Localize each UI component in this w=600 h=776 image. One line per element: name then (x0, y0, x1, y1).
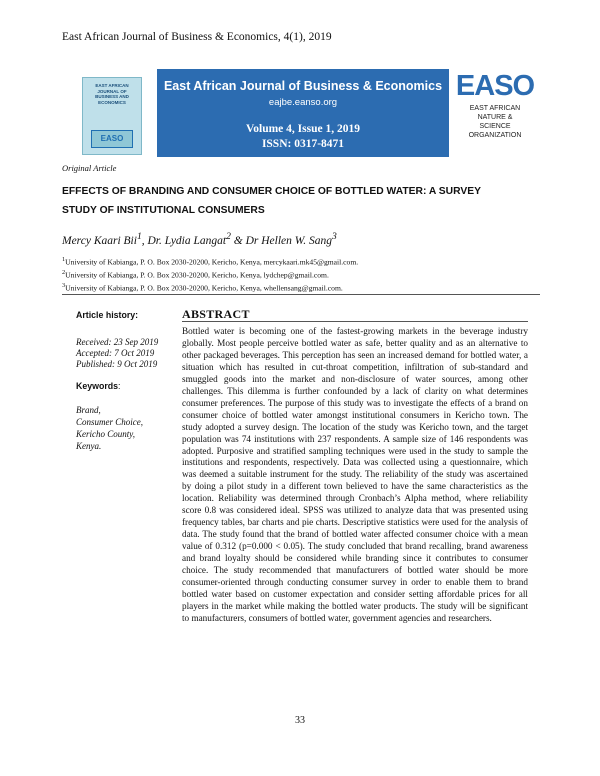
journal-cover-image (82, 77, 142, 155)
affiliation-line (62, 281, 358, 294)
journal-url[interactable]: eajbe.eanso.org (268, 97, 338, 108)
keyword: Brand, (76, 405, 101, 415)
affil-mark: 2 (62, 269, 66, 277)
title-line: EFFECTS OF BRANDING AND CONSUMER CHOICE OF BOTTLED WATER: A SURVEY (62, 186, 481, 197)
page-number: 33 (295, 715, 305, 726)
affil-mark: 3 (62, 282, 66, 290)
author-name: Mercy Kaari Bii (62, 234, 137, 247)
author-list (62, 231, 337, 247)
keywords-colon: : (118, 381, 121, 391)
affil-end: . (340, 283, 343, 293)
affiliations (62, 255, 358, 294)
cover-logo: EASO (91, 130, 133, 148)
keywords-heading (76, 381, 176, 391)
running-head: East African Journal of Business & Economics, 4(1), 2019 (62, 31, 332, 43)
author-affil-mark: 3 (332, 231, 337, 242)
abstract-divider (182, 321, 528, 322)
journal-title: East African Journal of Business & Economics (163, 79, 443, 93)
logo-line: SCIENCE (479, 123, 511, 130)
keywords-list (76, 404, 176, 452)
keyword: Kericho County, (76, 429, 135, 439)
history-heading: Article history: (76, 310, 139, 320)
history-dates (76, 337, 176, 370)
affiliation-line (62, 268, 358, 281)
author-separator: , Dr. (141, 234, 165, 247)
volume-issue: Volume 4, Issue 1, 2019 (246, 123, 360, 135)
abstract-heading: ABSTRACT (182, 307, 250, 321)
easo-logo (455, 71, 535, 140)
abstract-text: Bottled water is becoming one of the fastest-growing markets in the beverage industry globally. Most people perceive bottled water as safe, better quality and as an alternative to other packaged beverages. This perception has seen an increased demand for bottled water, a situation which has resulted in cut-throat competition, infiltration of sub-standard and smuggled goods into the market and non-disclosure of water sources, among other challenges. This dilemma is further confounded by a lack of clarity on what determines consumer preferences. The purpose of this study was to investigate the effects of a brand on consumer choice of bottled water amongst institutional consumers in Kericho town. The study adopted a survey design. The location of the study was Kericho town, and the target population was 74 institutions with 237 respondents. A sample size of 146 respondents was adopted. Purposive and stratified sampling techniques were used in the study to sample the institutions and respondents, respectively. Data was collected using a questionnaire, which was deemed a suitable instrument for the study. The reliability of the study was ascertained by doing a pilot study in a different town believed to have the same characteristics as the location. Reliability was determined through Cronbach’s Alpha method, where reliability score 0.8 was considered ideal. SPSS was utilized to analyze data that was presented using frequency tables, bar charts and pie charts. Descriptive statistics were used for the analysis of data. The study found that the brand of bottled water affected consumer choice with a mean value of 0.312 (p=0.000 < 0.05). The study concluded that brand recalling, brand awareness and brand loyalty should be considered while branding since it contributes to consumer choice. The study recommended that manufacturers of bottled water should be more consumer-oriented through conducting consumer survey in order to enable them to brand bottled water based on customer expectation and consider setting affordable prices for all players in the market while making the bottled water products. The study will be significant to manufacturers, consumers of bottled water, government agencies and researchers. (182, 326, 528, 623)
logo-line: NATURE & (477, 114, 513, 121)
received-date: Received: 23 Sep 2019 (76, 337, 159, 347)
email-link[interactable]: whellensang@gmail.com (263, 283, 341, 293)
affil-text: University of Kabianga, P. O. Box 2030-20200, Kericho, Kenya, (65, 283, 264, 293)
affil-mark: 1 (62, 256, 66, 263)
email-link[interactable]: mercykaari.mk45@gmail.com (263, 257, 357, 267)
article-info-sidebar (76, 310, 176, 452)
author-name: & Dr Hellen W. Sang (230, 234, 333, 247)
keyword: Kenya. (76, 441, 102, 451)
author-affil-mark: 1 (136, 231, 142, 242)
author-affil-mark: 2 (226, 231, 231, 242)
keywords-heading-text: Keywords (76, 381, 119, 391)
affil-text: University of Kabianga, P. O. Box 2030-20200, Kericho, Kenya, (65, 270, 264, 280)
email-link[interactable]: lydchep@gmail.com (263, 270, 327, 280)
author-name: Lydia Langat (164, 234, 227, 247)
journal-banner (62, 69, 538, 157)
divider (62, 294, 540, 295)
easo-logo-text (455, 104, 535, 140)
affiliation-line (62, 255, 358, 268)
logo-line: EAST AFRICAN (469, 105, 521, 112)
logo-line: ORGANIZATION (468, 132, 522, 139)
affil-text: University of Kabianga, P. O. Box 2030-20200, Kericho, Kenya, (65, 257, 264, 267)
affil-end: . (326, 270, 329, 280)
article-type: Original Article (62, 163, 117, 173)
accepted-date: Accepted: 7 Oct 2019 (76, 348, 155, 358)
issn: ISSN: 0317-8471 (261, 138, 345, 150)
affil-end: . (356, 257, 359, 267)
easo-logo-mark: EASO (455, 70, 535, 102)
title-line: STUDY OF INSTITUTIONAL CONSUMERS (62, 205, 265, 216)
keyword: Consumer Choice, (76, 417, 143, 427)
article-title (62, 182, 540, 220)
cover-text: EAST AFRICAN JOURNAL OF BUSINESS AND ECONOMICS (95, 83, 129, 105)
banner-info-panel (157, 69, 449, 157)
published-date: Published: 9 Oct 2019 (76, 359, 158, 369)
